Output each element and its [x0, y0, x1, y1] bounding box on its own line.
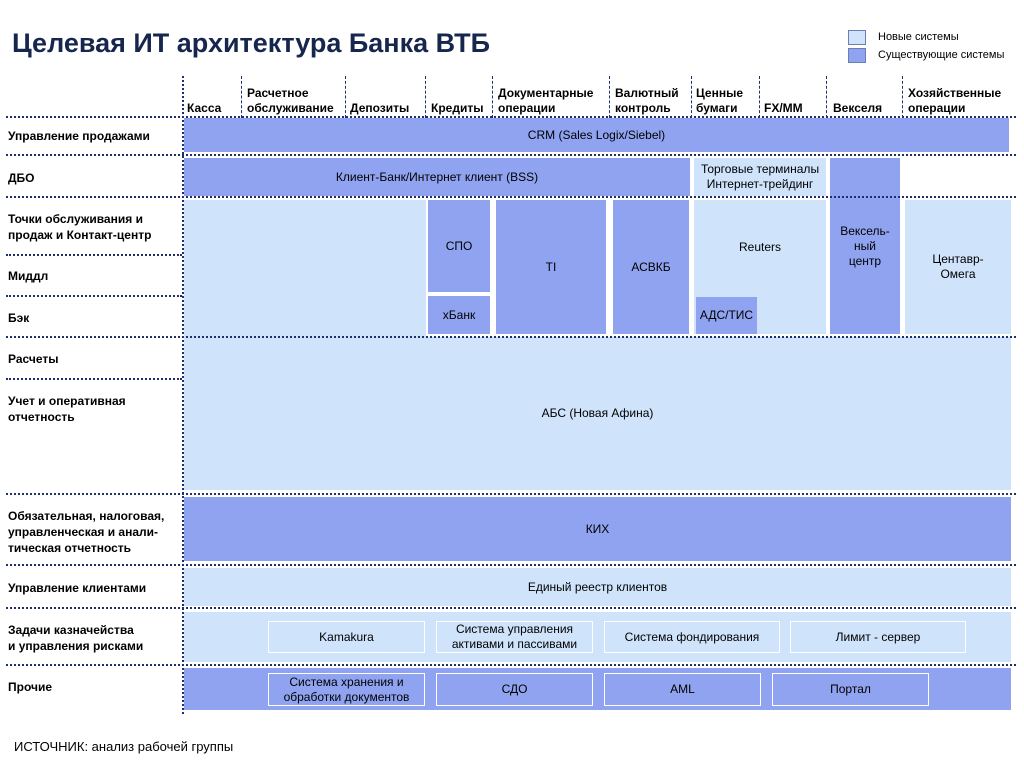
row-divider	[6, 196, 1016, 198]
row-header-accounting: Учет и оперативная отчетность	[8, 394, 126, 424]
column-header-bills: Векселя	[833, 101, 883, 115]
row-header-reporting: Обязательная, налоговая, управленческая и анали- тическая отчетность	[8, 509, 165, 555]
alm-label: Система управления активами и пассивами	[451, 622, 578, 651]
reuters-label: Reuters	[738, 239, 782, 254]
bss-label: Клиент-Банк/Интернет клиент (BSS)	[335, 169, 539, 184]
column-header-deposits: Депозиты	[350, 101, 410, 115]
xbank-block	[428, 296, 490, 334]
portal-box	[772, 673, 929, 706]
crm-label: CRM (Sales Logix/Siebel)	[527, 127, 666, 142]
abs-label: АБС (Новая Афина)	[541, 406, 654, 420]
kih-block	[184, 497, 1011, 561]
row-divider	[6, 154, 1016, 156]
reuters-label-area	[694, 200, 826, 294]
row-divider	[6, 664, 1016, 666]
legend-existing-label: Существующие системы	[878, 49, 1005, 61]
column-divider	[826, 76, 827, 118]
row-header-clients: Управление клиентами	[8, 581, 147, 595]
column-header-kassa: Касса	[187, 101, 222, 115]
limit-server-box	[790, 621, 966, 653]
alm-box	[436, 621, 593, 653]
legend-new-swatch	[848, 30, 866, 45]
row-header-back: Бэк	[8, 311, 30, 325]
row-divider	[6, 336, 1016, 338]
aml-box	[604, 673, 761, 706]
row-divider	[6, 493, 1016, 495]
abs-label-area	[184, 337, 1011, 490]
row-divider	[6, 607, 1016, 609]
ti-label: TI	[545, 259, 557, 274]
column-divider	[759, 76, 760, 118]
column-header-fxmm: FX/MM	[764, 101, 803, 115]
kamakura-label: Kamakura	[319, 629, 374, 644]
client-registry-block	[184, 568, 1011, 606]
column-divider	[691, 76, 692, 118]
column-header-securities: Ценные бумаги	[696, 86, 744, 115]
column-divider	[492, 76, 493, 118]
column-header-currency-control: Валютный контроль	[615, 86, 679, 115]
column-divider	[609, 76, 610, 118]
sdo-box	[436, 673, 593, 706]
doc-storage-label: Система хранения и обработки документов	[283, 674, 410, 704]
trading-terminals-block	[694, 158, 826, 196]
legend-new-label: Новые системы	[878, 31, 959, 43]
ads-label: АДС/ТИС	[699, 308, 754, 322]
row-header-sales: Управление продажами	[8, 129, 150, 143]
vexel-center-label: Вексель- ный центр	[840, 223, 890, 268]
crm-block	[184, 118, 1009, 152]
kamakura-box	[268, 621, 425, 653]
xbank-label: хБанк	[442, 307, 476, 322]
sdo-label: СДО	[501, 682, 528, 696]
row-header-middle: Миддл	[8, 269, 49, 283]
source-note: ИСТОЧНИК: анализ рабочей группы	[14, 739, 234, 754]
column-header-settlement: Расчетное обслуживание	[247, 86, 334, 115]
column-header-credits: Кредиты	[431, 101, 484, 115]
ti-block	[496, 200, 606, 334]
row-divider	[6, 378, 182, 380]
row-header-points: Точки обслуживания и продаж и Контакт-центр	[8, 212, 152, 242]
row-header-other: Прочие	[8, 680, 53, 694]
client-registry-label: Единый реестр клиентов	[527, 579, 668, 594]
column-header-economic: Хозяйственные операции	[908, 86, 1002, 115]
limit-server-label: Лимит - сервер	[835, 629, 921, 644]
funding-box	[604, 621, 780, 653]
legend-existing-swatch	[848, 48, 866, 63]
column-header-documentary: Документарные операции	[498, 86, 594, 115]
aml-label: AML	[670, 682, 695, 696]
column-divider	[425, 76, 426, 118]
row-divider	[6, 254, 182, 256]
column-divider	[241, 76, 242, 118]
column-divider	[902, 76, 903, 118]
vexel-center-block	[830, 158, 900, 334]
row-header-dbo: ДБО	[8, 171, 35, 185]
asvkb-block	[613, 200, 689, 334]
row-divider	[6, 295, 182, 297]
spo-block	[428, 200, 490, 292]
bss-block	[184, 158, 690, 196]
spo-label: СПО	[445, 238, 473, 253]
asvkb-label: АСВКБ	[631, 259, 671, 274]
vertical-axis-line	[182, 76, 184, 714]
centavr-label: Центавр- Омега	[932, 252, 984, 281]
ads-block	[696, 297, 757, 334]
centavr-block	[905, 200, 1011, 334]
funding-label: Система фондирования	[624, 629, 760, 644]
row-header-settlements: Расчеты	[8, 352, 59, 366]
row-header-treasury: Задачи казначейства и управления рисками	[8, 623, 144, 653]
trading-terminals-label: Торговые терминалы Интернет-трейдинг	[700, 162, 820, 191]
portal-label: Портал	[830, 682, 871, 696]
row-divider	[6, 116, 1016, 118]
page-title: Целевая ИТ архитектура Банка ВТБ	[12, 28, 491, 58]
row-divider	[6, 564, 1016, 566]
doc-storage-box	[268, 673, 425, 706]
column-divider	[345, 76, 346, 118]
kih-label: КИХ	[585, 521, 610, 536]
